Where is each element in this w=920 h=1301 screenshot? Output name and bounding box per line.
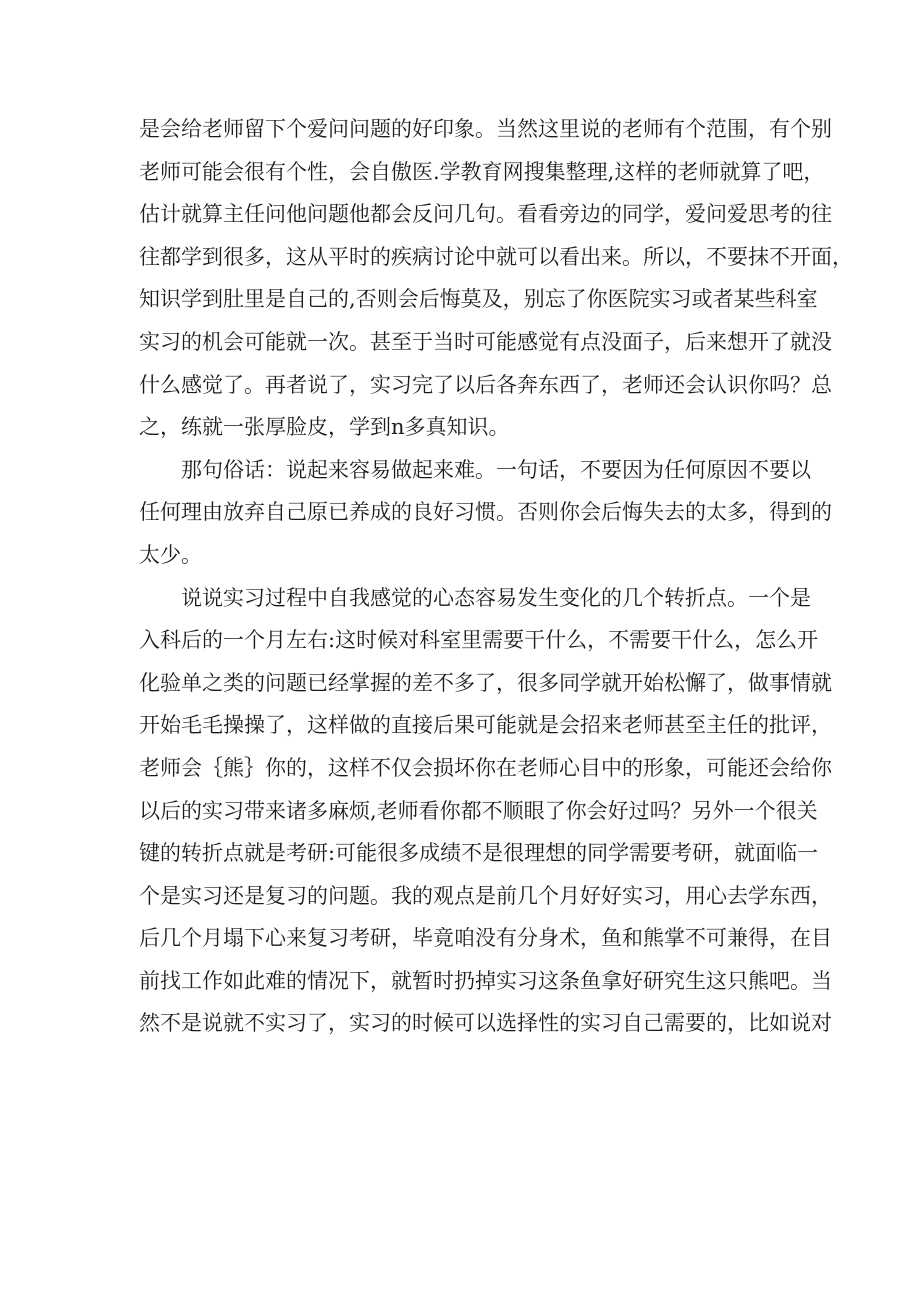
text-line: 说说实习过程中自我感觉的心态容易发生变化的几个转折点。一个是 <box>181 585 811 610</box>
text-line: 老师可能会很有个性，会自傲医.学教育网搜集整理,这样的老师就算了吧， <box>139 159 825 184</box>
text-line: 那句俗话：说起来容易做起来难。一句话，不要因为任何原因不要以 <box>181 457 811 482</box>
text-line: 估计就算主任问他问题他都会反问几句。看看旁边的同学，爱问爱思考的往 <box>139 202 832 227</box>
text-line: 后几个月塌下心来复习考研，毕竟咱没有分身术，鱼和熊掌不可兼得，在目 <box>139 926 832 951</box>
text-line: 知识学到肚里是自己的,否则会后悔莫及，别忘了你医院实习或者某些科室 <box>139 287 818 312</box>
text-line: 太少。 <box>139 542 202 567</box>
text-line: 然不是说就不实习了，实习的时候可以选择性的实习自己需要的，比如说对 <box>139 1011 832 1036</box>
text-line: 之，练就一张厚脸皮，学到n多真知识。 <box>139 415 510 440</box>
text-line: 往都学到很多，这从平时的疾病讨论中就可以看出来。所以，不要抹不开面， <box>139 244 853 269</box>
text-line: 什么感觉了。再者说了，实习完了以后各奔东西了，老师还会认识你吗？总 <box>139 372 832 397</box>
text-line: 入科后的一个月左右:这时候对科室里需要干什么，不需要干什么，怎么开 <box>139 628 819 653</box>
text-line: 个是实习还是复习的问题。我的观点是前几个月好好实习，用心去学东西， <box>139 883 832 908</box>
text-line: 任何理由放弃自己原已养成的良好习惯。否则你会后悔失去的太多，得到的 <box>139 500 832 525</box>
text-line: 是会给老师留下个爱问问题的好印象。当然这里说的老师有个范围，有个别 <box>139 117 832 141</box>
text-line: 前找工作如此难的情况下，就暂时扔掉实习这条鱼拿好研究生这只熊吧。当 <box>139 968 832 993</box>
text-line: 化验单之类的问题已经掌握的差不多了，很多同学就开始松懈了，做事情就 <box>139 670 832 695</box>
text-line: 实习的机会可能就一次。甚至于当时可能感觉有点没面子，后来想开了就没 <box>139 329 832 354</box>
body-text <box>139 108 853 1045</box>
text-line: 以后的实习带来诸多麻烦,老师看你都不顺眼了你会好过吗？另外一个很关 <box>139 798 818 823</box>
text-line: 老师会｛熊｝你的，这样不仅会损坏你在老师心目中的形象，可能还会给你 <box>139 755 832 780</box>
text-line: 开始毛毛操操了，这样做的直接后果可能就是会招来老师甚至主任的批评， <box>139 713 832 738</box>
text-line: 键的转折点就是考研:可能很多成绩不是很理想的同学需要考研，就面临一 <box>139 841 819 866</box>
